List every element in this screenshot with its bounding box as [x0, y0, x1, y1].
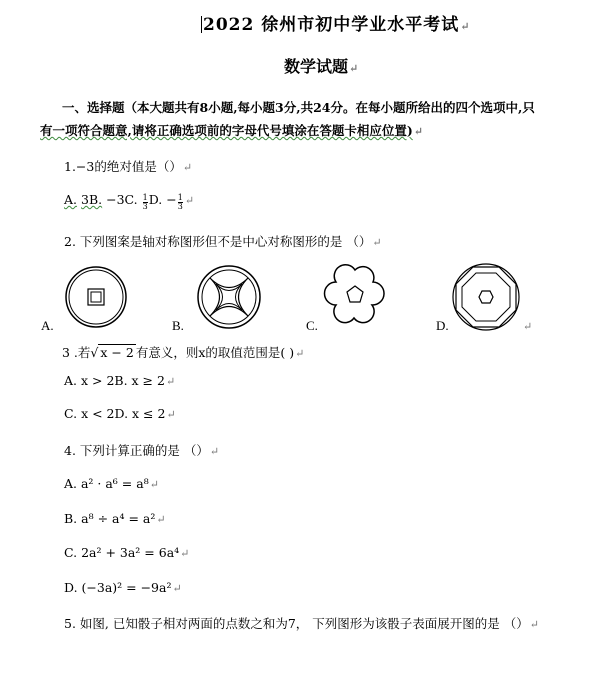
q1-option-b-value: −3C. — [106, 192, 138, 207]
question-4-option-d: D. (−3a)² = −9a²↵ — [64, 580, 182, 595]
paragraph-mark: ↵ — [149, 478, 159, 491]
figure-a-coin — [66, 267, 126, 327]
paragraph-mark: ↵ — [184, 194, 195, 207]
paragraph-mark: ↵ — [349, 62, 359, 75]
figure-d-octagon — [453, 264, 519, 330]
section-instructions-line1: 一、选择题（本大题共有8小题,每小题3分,共24分。在每小题所给出的四个选项中,只 — [62, 100, 535, 115]
question-3-options-ab: A. x > 2B. x ≥ 2↵ — [64, 373, 176, 388]
question-2-stem: 2. 下列图案是轴对称图形但不是中心对称图形的是 （）↵ — [64, 234, 382, 249]
page-subtitle: 数学试题↵ — [284, 57, 359, 76]
q1-option-d-label: D. — [148, 192, 163, 207]
q1-option-c-fraction: $\frac{1}{3}$ — [142, 193, 148, 211]
paragraph-mark: ↵ — [460, 20, 471, 33]
paragraph-mark: ↵ — [156, 513, 166, 526]
q1-option-a-letter: A. — [64, 192, 78, 207]
paragraph-mark: ↵ — [209, 445, 220, 458]
question-4-option-c: C. 2a² + 3a² = 6a⁴↵ — [64, 545, 190, 560]
question-4-option-a: A. a² · a⁶ = a⁸↵ — [64, 476, 159, 491]
figure-a-label: A. — [41, 318, 54, 333]
question-4-stem: 4. 下列计算正确的是 （）↵ — [64, 443, 220, 458]
paragraph-mark: ↵ — [295, 347, 305, 360]
question-2-figures — [0, 262, 604, 342]
square-root-icon: √ — [90, 345, 99, 360]
paragraph-mark: ↵ — [529, 618, 539, 631]
paragraph-mark: ↵ — [166, 408, 176, 421]
question-1-stem: 1.−3的绝对值是（）↵ — [64, 159, 193, 174]
section-instructions-line2: 有一项符合题意,请将正确选项前的字母代号填涂在答题卡相应位置)↵ — [40, 123, 423, 138]
figure-c-label: C. — [306, 318, 318, 333]
figure-b-coin — [198, 266, 260, 328]
paragraph-mark: ↵ — [165, 375, 176, 388]
page-title: 2022 徐州市初中学业水平考试↵ — [203, 15, 471, 35]
q1-option-d-fraction: $\frac{1}{3}$ — [177, 193, 183, 211]
paragraph-mark: ↵ — [172, 582, 182, 595]
question-4-option-b: B. a⁸ ÷ a⁴ = a²↵ — [64, 511, 166, 526]
q1-option-d-minus: − — [166, 192, 177, 207]
paragraph-mark: ↵ — [523, 320, 533, 333]
paragraph-mark: ↵ — [413, 125, 423, 138]
paragraph-mark: ↵ — [372, 236, 382, 249]
figure-b-label: B. — [172, 318, 184, 333]
question-3-stem: 3 .若√ x − 2 有意义，则x的取值范围是( )↵ — [62, 345, 305, 360]
paragraph-mark: ↵ — [182, 161, 193, 174]
figure-c-flower — [325, 265, 385, 323]
question-3-options-cd: C. x < 2D. x ≤ 2↵ — [64, 406, 176, 421]
question-5-stem: 5. 如图, 已知骰子相对两面的点数之和为7， 下列图形为该骰子表面展开图的是 （）↵ — [64, 616, 539, 631]
text-cursor — [201, 16, 202, 33]
question-1-options — [64, 192, 194, 211]
paragraph-mark: ↵ — [180, 547, 190, 560]
figure-d-label: D. — [436, 318, 449, 333]
q1-option-a-value: 3B. — [81, 192, 103, 207]
radicand: x − 2 — [100, 345, 134, 360]
